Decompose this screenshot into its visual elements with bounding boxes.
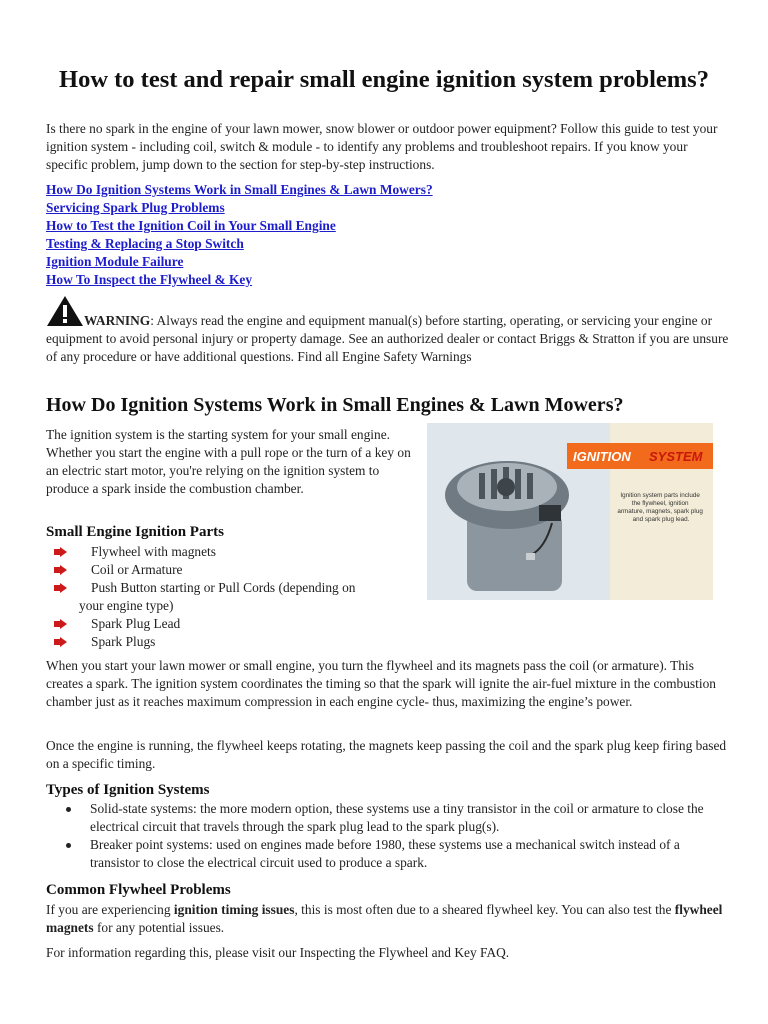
- text-run: If you are experiencing: [46, 902, 174, 917]
- red-arrow-icon: [54, 637, 68, 647]
- list-item: Breaker point systems: used on engines made before 1980, these systems use a mechanical switch instead of a transistor to close the electrical circuit used to produce a spark.: [46, 836, 726, 872]
- section-heading-ignition-systems: How Do Ignition Systems Work in Small Engines & Lawn Mowers?: [46, 394, 624, 416]
- figure-caption-line: Ignition system parts include: [620, 492, 700, 499]
- ignition-types-list: [46, 800, 726, 872]
- page-title: How to test and repair small engine ignition system problems?: [59, 66, 709, 94]
- ignition-parts-list: [46, 543, 406, 651]
- figure-title-system: SYSTEM: [649, 449, 703, 464]
- part-label-continuation: your engine type): [79, 598, 174, 613]
- running-paragraph: Once the engine is running, the flywheel keeps rotating, the magnets keep passing the coil and the spark plug keep firing based on a specific timing.: [46, 738, 727, 771]
- figure-caption-line: armature, magnets, spark plug: [617, 508, 703, 515]
- table-of-contents: [46, 181, 433, 289]
- figure-caption-line: the flywheel, ignition: [631, 500, 689, 507]
- red-arrow-icon: [54, 619, 68, 629]
- flywheel-magnets-emphasis: flywheel magnets: [46, 902, 723, 935]
- part-label: Spark Plugs: [91, 634, 156, 649]
- part-label: Coil or Armature: [91, 562, 183, 577]
- ignition-system-figure: [427, 423, 713, 600]
- toc-link-spark-plug[interactable]: Servicing Spark Plug Problems: [46, 200, 225, 215]
- red-arrow-icon: [54, 583, 68, 593]
- list-item: [46, 579, 406, 615]
- toc-item: [46, 271, 433, 289]
- red-arrow-icon: [54, 547, 68, 557]
- part-label: Spark Plug Lead: [91, 616, 181, 631]
- flywheel-problems-heading: Common Flywheel Problems: [46, 882, 231, 898]
- toc-link-ignition-systems[interactable]: How Do Ignition Systems Work in Small Engines & Lawn Mowers?: [46, 182, 433, 197]
- toc-item: [46, 217, 433, 235]
- warning-notice: [46, 312, 736, 366]
- figure-title-ignition: IGNITION: [573, 449, 631, 464]
- list-item: [46, 633, 406, 651]
- figure-caption-line: and spark plug lead.: [632, 516, 690, 523]
- intro-paragraph: Is there no spark in the engine of your lawn mower, snow blower or outdoor power equipment? Follow this guide to test your ignition system - including coil, switch & module - to identify any problems and troubleshoot repairs. If you know your specific problem, jump down to the section for step-by-step instructions.: [46, 121, 718, 172]
- text-run: , this is most often due to a sheared flywheel key. You can also test the: [294, 902, 675, 917]
- flywheel-problems-paragraph: [46, 901, 730, 937]
- ignition-timing-emphasis: ignition timing issues: [173, 902, 295, 917]
- toc-item: [46, 181, 433, 199]
- part-label: Flywheel with magnets: [91, 544, 216, 559]
- warning-text: : Always read the engine and equipment manual(s) before starting, operating, or servicing your engine or equipment to avoid personal injury or property damage. See an authorized dealer or contact Briggs & Stratton if you are unsure of any procedure or have additional questions. Find all Engine Safety Warnings: [46, 313, 729, 364]
- warning-label: WARNING: [84, 313, 151, 328]
- toc-item: [46, 199, 433, 217]
- types-heading: Types of Ignition Systems: [46, 782, 210, 798]
- parts-heading: Small Engine Ignition Parts: [46, 524, 224, 540]
- list-item: [46, 561, 406, 579]
- list-item: Solid-state systems: the more modern option, these systems use a tiny transistor in the coil or armature to close the electrical circuit that travels through the spark plug lead to the spark plug(s).: [46, 800, 726, 836]
- toc-link-stop-switch[interactable]: Testing & Replacing a Stop Switch: [46, 236, 244, 251]
- toc-item: [46, 235, 433, 253]
- red-arrow-icon: [54, 565, 68, 575]
- section-intro-paragraph: The ignition system is the starting system for your small engine. Whether you start the engine with a pull rope or the turn of a key on an electric start motor, you're relying on the ignition system to produce a spark inside the combustion chamber.: [46, 427, 411, 496]
- list-item: [46, 543, 406, 561]
- toc-link-ignition-module[interactable]: Ignition Module Failure: [46, 254, 184, 269]
- list-item: [46, 615, 406, 633]
- text-run: for any potential issues.: [93, 920, 225, 935]
- part-label: Push Button starting or Pull Cords (depending on: [91, 580, 356, 595]
- toc-link-ignition-coil[interactable]: How to Test the Ignition Coil in Your Small Engine: [46, 218, 336, 233]
- toc-link-flywheel-key[interactable]: How To Inspect the Flywheel & Key: [46, 272, 253, 287]
- toc-item: [46, 253, 433, 271]
- faq-reference-paragraph: For information regarding this, please visit our Inspecting the Flywheel and Key FAQ.: [46, 945, 510, 960]
- flywheel-explanation-paragraph: When you start your lawn mower or small engine, you turn the flywheel and its magnets pass the coil (or armature). This creates a spark. The ignition system coordinates the timing so that the spark will ignite the air-fuel mixture in the combustion chamber just as it reaches maximum compression in each engine cycle- thus, maximizing the engine’s power.: [46, 658, 716, 709]
